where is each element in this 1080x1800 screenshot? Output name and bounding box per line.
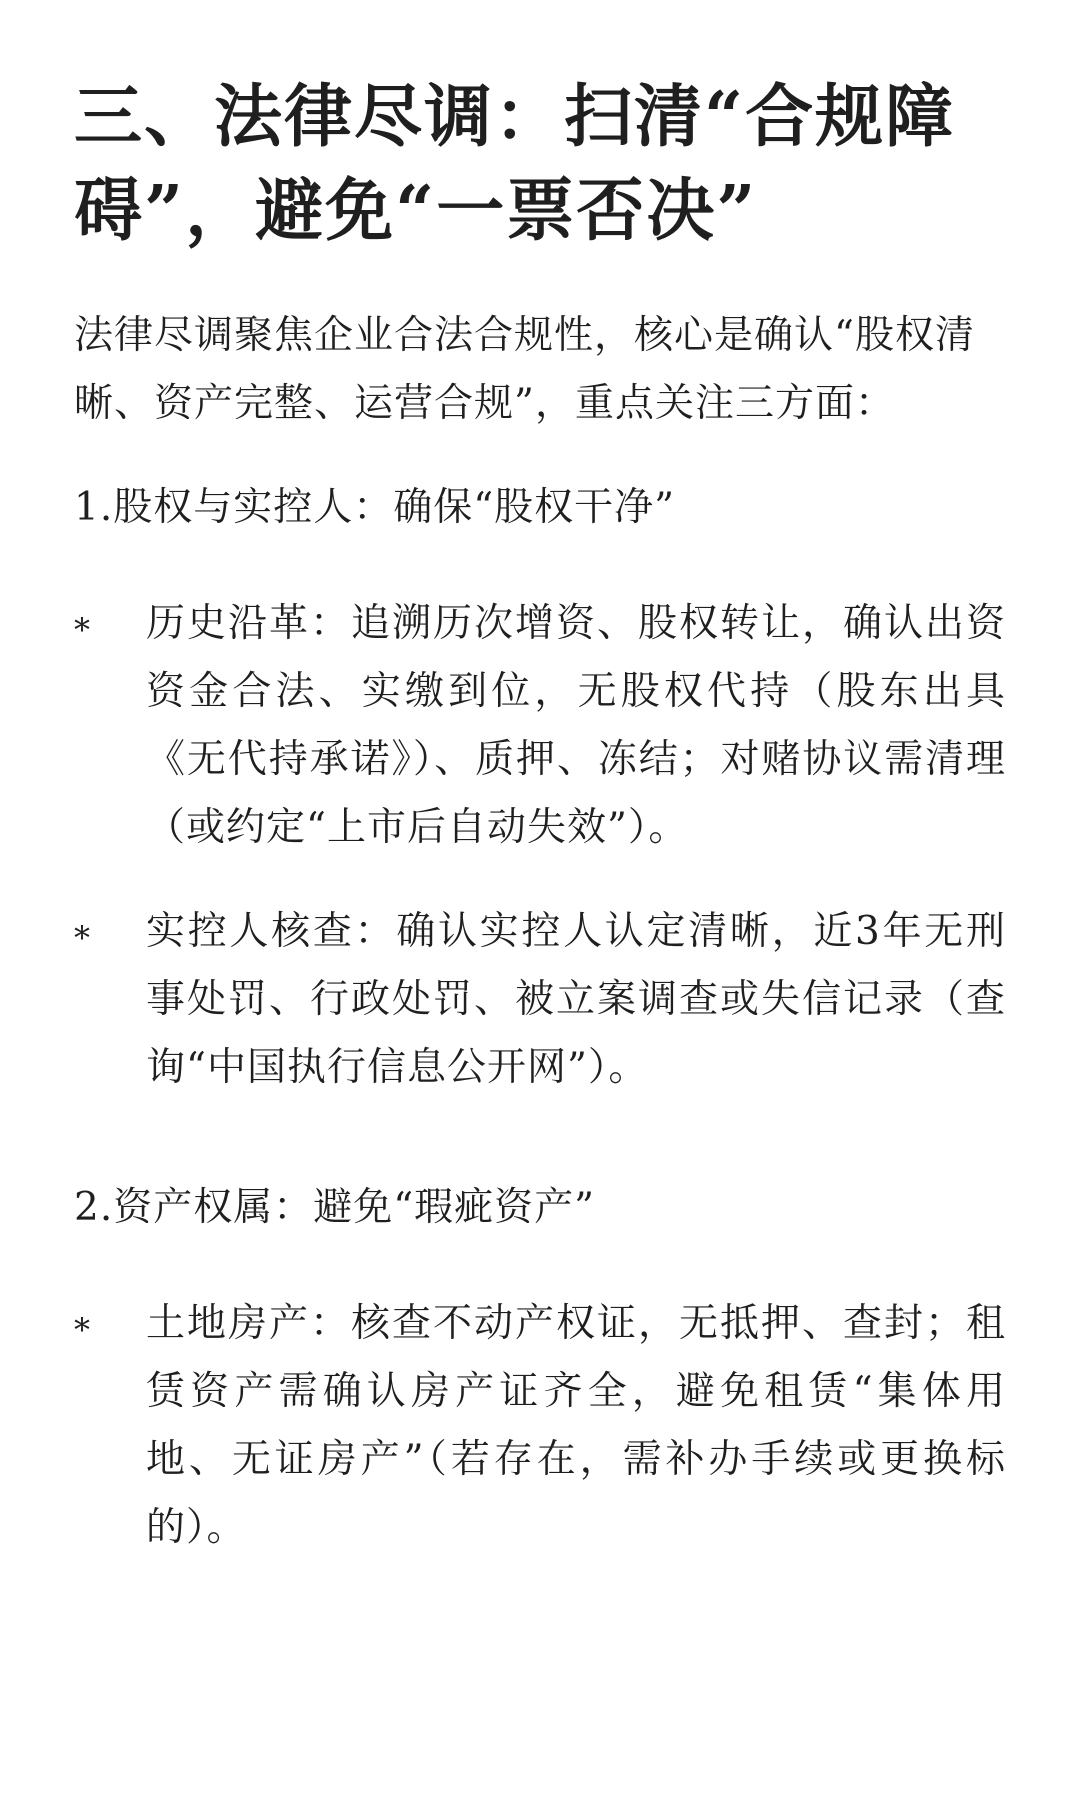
divider xyxy=(74,1138,1006,1174)
asterisk-bullet-icon: * xyxy=(74,919,90,957)
bullet-text: 历史沿革：追溯历次增资、股权转让，确认出资资金合法、实缴到位，无股权代持（股东出具《无代持承诺》）、质押、冻结；对赌协议需清理（或约定“上市后自动失效”）。 xyxy=(146,601,1006,850)
intro-paragraph: 法律尽调聚焦企业合法合规性，核心是确认“股权清晰、资产完整、运营合规”，重点关注三方面： xyxy=(74,313,975,426)
bullet-text: 土地房产：核查不动产权证，无抵押、查封；租赁资产需确认房产证齐全，避免租赁“集体用地、无证房产”（若存在，需补办手续或更换标的）。 xyxy=(146,1301,1006,1550)
list-item xyxy=(74,1290,1006,1562)
bullet-text: 实控人核查：确认实控人认定清晰，近3年无刑事处罚、行政处罚、被立案调查或失信记录（查询“中国执行信息公开网”）。 xyxy=(146,909,1006,1090)
page-title: 三、法律尽调：扫清“合规障碍”，避免“一票否决” xyxy=(74,77,956,251)
section-heading: 1.股权与实控人：确保“股权干净” xyxy=(74,485,676,530)
article xyxy=(74,70,1006,1598)
section-assets xyxy=(74,1174,1006,1562)
bullet-list xyxy=(74,590,1006,1102)
asterisk-bullet-icon: * xyxy=(74,611,90,649)
list-item xyxy=(74,898,1006,1102)
list-item xyxy=(74,590,1006,862)
section-equity xyxy=(74,474,1006,1102)
asterisk-bullet-icon: * xyxy=(74,1311,90,1349)
section-heading: 2.资产权属：避免“瑕疵资产” xyxy=(74,1185,596,1230)
bullet-list xyxy=(74,1290,1006,1562)
